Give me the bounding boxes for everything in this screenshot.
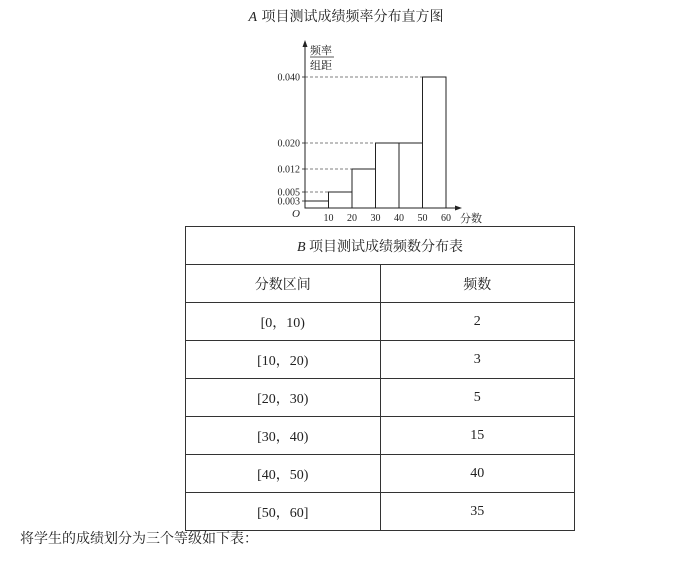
table-row (186, 455, 575, 493)
y-tick-label: 0.012 (277, 164, 300, 176)
y-tick-label: 0.005 (277, 187, 300, 199)
x-axis-label: 分数 (460, 213, 482, 225)
x-tick-label: 10 (323, 213, 334, 224)
x-tick-label: 50 (417, 213, 428, 224)
frequency-cell: 5 (380, 379, 575, 417)
frequency-cell: 3 (380, 341, 575, 379)
frequency-cell: 35 (380, 493, 575, 531)
interval-cell: [50，60] (186, 493, 381, 531)
table-caption-row (186, 227, 575, 265)
origin-label: O (292, 208, 300, 220)
y-axis-label-top: 频率 (310, 45, 332, 57)
x-tick-label: 30 (370, 213, 381, 224)
interval-cell: [20，30) (186, 379, 381, 417)
histogram-bar (376, 143, 400, 208)
y-axis-label-bottom: 组距 (310, 60, 332, 72)
histogram-title-text: 项目测试成绩频率分布直方图 (257, 9, 444, 25)
histogram-bar (329, 192, 353, 208)
frequency-cell: 40 (380, 455, 575, 493)
frequency-cell: 2 (380, 303, 575, 341)
column-header-frequency: 频数 (380, 265, 575, 303)
table-row (186, 417, 575, 455)
table-row (186, 379, 575, 417)
table-caption-letter: B (296, 239, 306, 255)
histogram-bar (352, 169, 376, 208)
x-tick-label: 40 (394, 213, 404, 224)
histogram-bar (305, 201, 329, 208)
column-header-interval: 分数区间 (186, 265, 381, 303)
table-caption (186, 227, 575, 265)
interval-cell: [40，50) (186, 455, 381, 493)
y-tick-label: 0.020 (277, 138, 300, 150)
histogram-bar (423, 77, 447, 208)
table-row (186, 341, 575, 379)
table-row (186, 303, 575, 341)
histogram-bars (305, 77, 446, 208)
histogram-title-letter: A (248, 10, 258, 25)
table-caption-text: 项目测试成绩频数分布表 (305, 239, 464, 255)
histogram-chart (0, 0, 692, 230)
y-tick-label: 0.040 (277, 72, 300, 84)
x-tick-label: 20 (347, 213, 357, 224)
x-axis-arrow (455, 206, 462, 211)
tick-labels (278, 73, 452, 225)
table-row (186, 493, 575, 531)
y-tick-label: 0.003 (277, 196, 300, 208)
table-header-row (186, 265, 575, 303)
interval-cell: [0，10) (186, 303, 381, 341)
histogram-bar (399, 143, 423, 208)
y-axis-arrow (303, 40, 308, 47)
interval-cell: [10，20) (186, 341, 381, 379)
frequency-table (185, 226, 575, 531)
x-tick-label: 60 (441, 213, 451, 224)
guide-lines (305, 77, 423, 201)
footer-text: 将学生的成绩划分为三个等级如下表： (20, 531, 258, 547)
interval-cell: [30，40) (186, 417, 381, 455)
frequency-cell: 15 (380, 417, 575, 455)
